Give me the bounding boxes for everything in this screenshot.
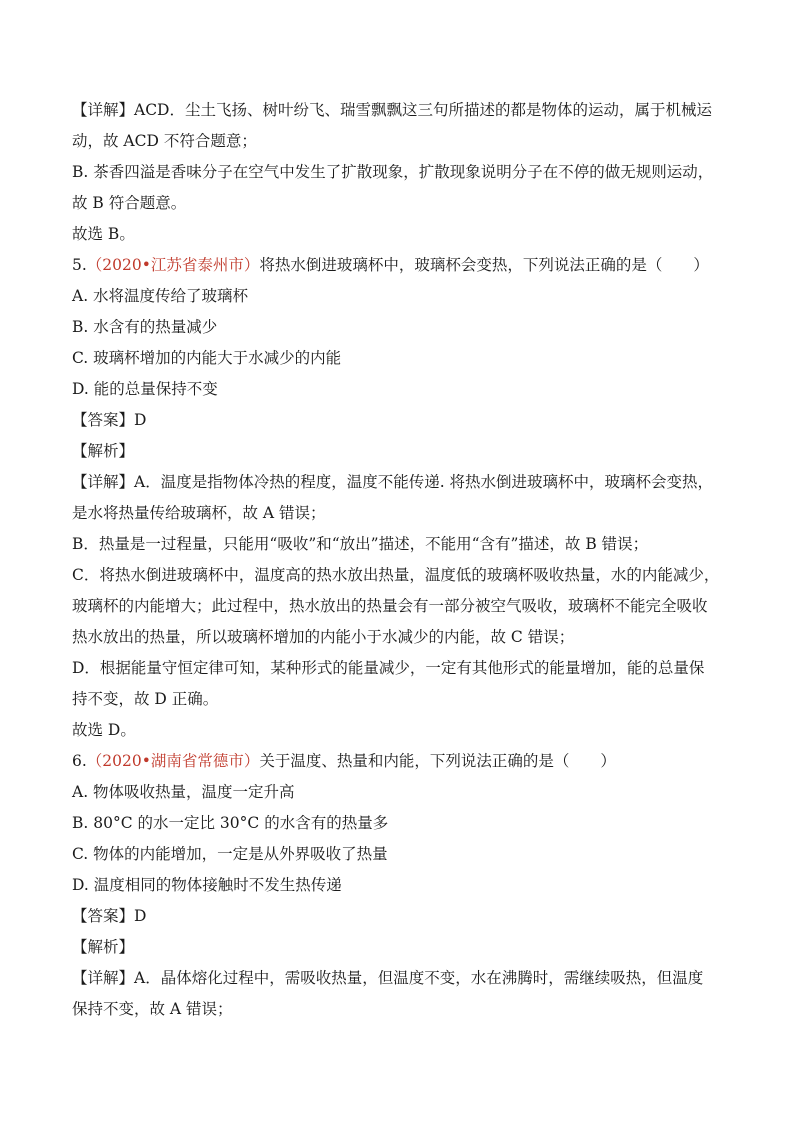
analysis-heading: 【解析】 (72, 442, 135, 460)
option-b: B. 水含有的热量减少 (72, 318, 218, 336)
document-content (72, 95, 724, 1025)
detail-line: 热水放出的热量，所以玻璃杯增加的内能小于水减少的内能，故 C 错误； (72, 628, 575, 646)
text-line: 故选 B。 (72, 225, 135, 243)
detail-line: 【详解】A．晶体熔化过程中，需吸收热量，但温度不变，水在沸腾时，需继续吸热，但温度 (72, 969, 704, 987)
question-5-stem (72, 250, 724, 281)
detail-line: 持不变，故 D 正确。 (72, 690, 219, 708)
option-d: D. 能的总量保持不变 (72, 380, 218, 398)
question-source: （2020•湖南省常德市） (86, 752, 260, 770)
detail-line: D．根据能量守恒定律可知，某种形式的能量减少，一定有其他形式的能量增加，能的总量保 (72, 659, 705, 677)
option-d: D. 温度相同的物体接触时不发生热传递 (72, 876, 342, 894)
detail-line: 【详解】A．温度是指物体冷热的程度，温度不能传递. 将热水倒进玻璃杯中，玻璃杯会变热， (72, 473, 714, 491)
option-c: C. 玻璃杯增加的内能大于水减少的内能 (72, 349, 342, 367)
detail-line: 是水将热量传给玻璃杯，故 A 错误； (72, 504, 326, 522)
text-line: B. 茶香四溢是香味分子在空气中发生了扩散现象，扩散现象说明分子在不停的做无规则运动， (72, 163, 714, 181)
option-c: C. 物体的内能增加，一定是从外界吸收了热量 (72, 845, 388, 863)
detail-line: B．热量是一过程量，只能用“吸收”和“放出”描述，不能用“含有”描述，故 B 错误； (72, 535, 649, 553)
question-number: 5. (72, 256, 87, 274)
answer-line: 【答案】D (72, 907, 147, 925)
text-line: 【详解】ACD．尘土飞扬、树叶纷飞、瑞雪飘飘这三句所描述的都是物体的运动，属于机械运 (72, 101, 712, 119)
answer-line: 【答案】D (72, 411, 147, 429)
option-a: A. 物体吸收热量，温度一定升高 (72, 783, 295, 801)
question-text: 关于温度、热量和内能，下列说法正确的是（ ） (259, 752, 616, 770)
detail-line: 故选 D。 (72, 721, 136, 739)
option-a: A. 水将温度传给了玻璃杯 (72, 287, 249, 305)
question-source: （2020•江苏省泰州市） (86, 256, 260, 274)
detail-line: 保持不变，故 A 错误； (72, 1000, 233, 1018)
text-line: 故 B 符合题意。 (72, 194, 187, 212)
question-number: 6. (72, 752, 87, 770)
question-6-stem (72, 746, 724, 777)
option-b: B. 80°C 的水一定比 30°C 的水含有的热量多 (72, 814, 389, 832)
detail-line: C．将热水倒进玻璃杯中，温度高的热水放出热量，温度低的玻璃杯吸收热量，水的内能减少， (72, 566, 720, 584)
detail-line: 玻璃杯的内能增大；此过程中，热水放出的热量会有一部分被空气吸收，玻璃杯不能完全吸收 (72, 597, 708, 615)
question-text: 将热水倒进玻璃杯中，玻璃杯会变热，下列说法正确的是（ ） (259, 256, 709, 274)
analysis-heading: 【解析】 (72, 938, 135, 956)
text-line: 动，故 ACD 不符合题意； (72, 132, 257, 150)
